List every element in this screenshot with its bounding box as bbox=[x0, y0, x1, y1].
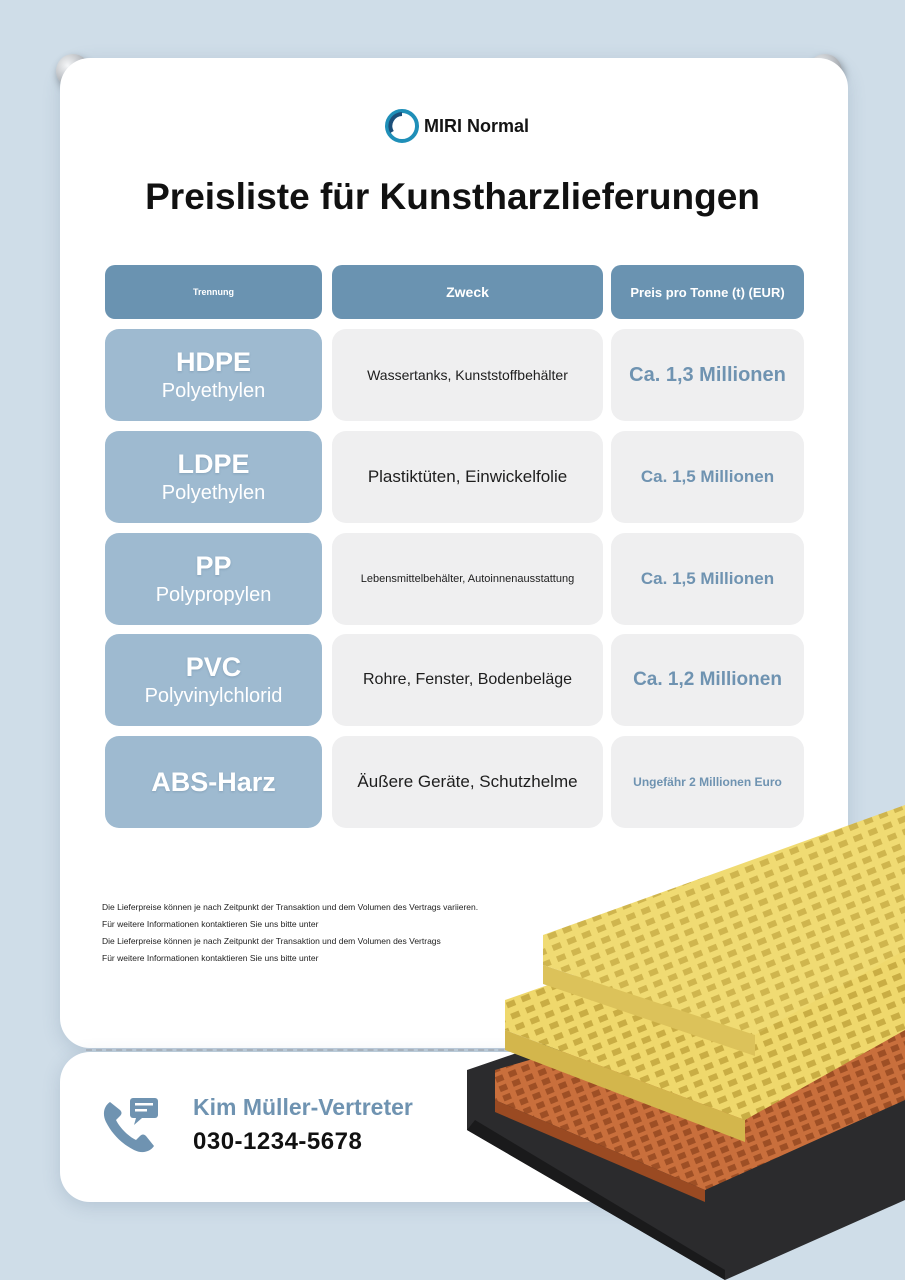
resin-sheets-image bbox=[455, 800, 905, 1280]
resin-name: ABS-Harz bbox=[151, 767, 276, 797]
resin-subname: Polyvinylchlorid bbox=[144, 685, 283, 707]
table-row-ldpe-name bbox=[105, 431, 322, 523]
logo-mark-icon bbox=[384, 108, 420, 144]
table-row-pvc-use: Rohre, Fenster, Bodenbeläge bbox=[332, 634, 603, 726]
table-row-ldpe-price: Ca. 1,5 Millionen bbox=[611, 431, 804, 523]
resin-subname: Polypropylen bbox=[155, 584, 272, 606]
footnote-line: Die Lieferpreise können je nach Zeitpunkt der Transaktion und dem Volumen des Vertrags bbox=[102, 936, 441, 946]
header-trennung: Trennung bbox=[105, 265, 322, 319]
table-row-hdpe-name bbox=[105, 329, 322, 421]
footnotes bbox=[102, 899, 478, 967]
page-title: Preisliste für Kunstharzlieferungen bbox=[145, 176, 760, 217]
resin-subname: Polyethylen bbox=[161, 380, 266, 402]
resin-name: PP bbox=[195, 551, 232, 581]
table-row-abs-name bbox=[105, 736, 322, 828]
footnote-line: Für weitere Informationen kontaktieren Sie uns bitte unter bbox=[102, 919, 319, 929]
table-row-ldpe-use: Plastiktüten, Einwickelfolie bbox=[332, 431, 603, 523]
table-row-abs-price: Ungefähr 2 Millionen Euro bbox=[611, 736, 804, 828]
contact-phone[interactable]: 030-1234-5678 bbox=[193, 1128, 363, 1155]
table-row-pvc-price: Ca. 1,2 Millionen bbox=[611, 634, 804, 726]
brand-logo bbox=[384, 108, 529, 144]
resin-name: HDPE bbox=[175, 347, 251, 377]
table-row-pp-use: Lebensmittelbehälter, Autoinnenausstattung bbox=[332, 533, 603, 625]
table-row-abs-use: Äußere Geräte, Schutzhelme bbox=[332, 736, 603, 828]
footnote-line: Für weitere Informationen kontaktieren Sie uns bitte unter bbox=[102, 953, 319, 963]
header-zweck: Zweck bbox=[332, 265, 603, 319]
table-row-pp-price: Ca. 1,5 Millionen bbox=[611, 533, 804, 625]
contact-name: Kim Müller-Vertreter bbox=[193, 1094, 413, 1120]
table-row-hdpe-price: Ca. 1,3 Millionen bbox=[611, 329, 804, 421]
table-row-pvc-name bbox=[105, 634, 322, 726]
footnote-line: Die Lieferpreise können je nach Zeitpunkt der Transaktion und dem Volumen des Vertrags variieren. bbox=[102, 902, 479, 912]
resin-name: LDPE bbox=[177, 449, 250, 479]
resin-name: PVC bbox=[185, 652, 242, 682]
resin-subname: Polyethylen bbox=[161, 482, 266, 504]
table-row-pp-name bbox=[105, 533, 322, 625]
brand-name: MIRI Normal bbox=[424, 115, 530, 136]
table-row-hdpe-use: Wassertanks, Kunststoffbehälter bbox=[332, 329, 603, 421]
header-preis: Preis pro Tonne (t) (EUR) bbox=[611, 265, 804, 319]
phone-chat-icon bbox=[100, 1094, 164, 1158]
